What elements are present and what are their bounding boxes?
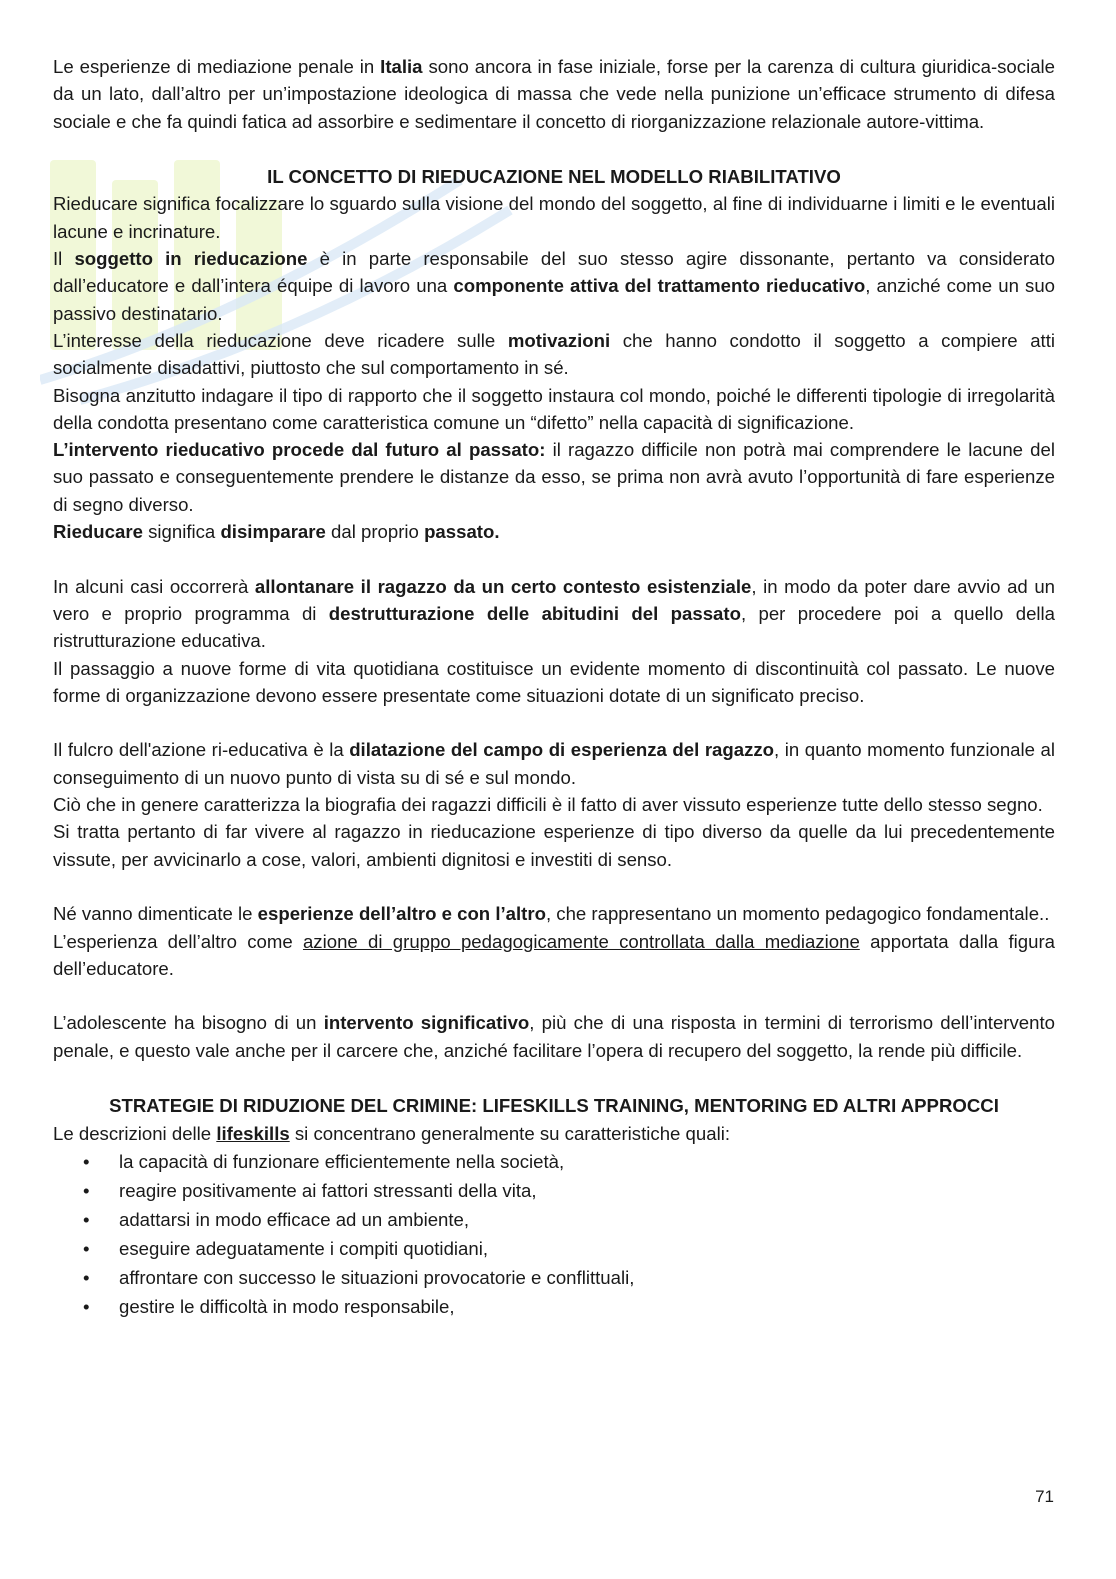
paragraph: Si tratta pertanto di far vivere al ragazzo in rieducazione esperienze di tipo diverso da quelle da lui precedentemente vissute, per avvicinarlo a cose, valori, ambienti dignitosi e investiti di senso. [53, 821, 1055, 870]
intro-paragraph: Le esperienze di mediazione penale in Italia sono ancora in fase iniziale, forse per la carenza di cultura giuridica-sociale da un lato, dall’altro per un’impostazione ideologica di massa che vede nella punizione un’efficace strumento di difesa sociale e che fa quindi fatica ad assorbire e sedimentare il concetto di riorganizzazione relazionale autore-vittima. [53, 56, 1056, 132]
list-item: • la capacità di funzionare efficientemente nella società, [53, 1147, 1055, 1176]
document-page [53, 53, 1055, 1321]
paragraph: L’intervento rieducativo procede dal futuro al passato: il ragazzo difficile non potrà mai comprendere le lacune del suo passato e conseguentemente prendere le distanze da esso, se prima non avrà avuto l’opportunità di fare esperienze di segno diverso. [53, 439, 1055, 515]
paragraph: Rieducare significa disimparare dal proprio passato. [53, 521, 500, 543]
list-item: • affrontare con successo le situazioni provocatorie e conflittuali, [53, 1263, 1055, 1292]
list-item: • reagire positivamente ai fattori stressanti della vita, [53, 1176, 1055, 1205]
bullet-icon: • [83, 1295, 90, 1317]
list-item: • gestire le difficoltà in modo responsabile, [53, 1292, 1055, 1321]
section-title-rieducazione: IL CONCETTO DI RIEDUCAZIONE NEL MODELLO RIABILITATIVO [267, 166, 841, 188]
paragraph: Rieducare significa focalizzare lo sguardo sulla visione del mondo del soggetto, al fine di individuarne i limiti e le eventuali lacune e incrinature. [53, 193, 1055, 242]
paragraph: Le descrizioni delle lifeskills si concentrano generalmente su caratteristiche quali: [53, 1122, 730, 1144]
paragraph: Il soggetto in rieducazione è in parte responsabile del suo stesso agire dissonante, pertanto va considerato dall’educatore e dall’intera équipe di lavoro una componente attiva del trattamento rieducativo, anziché come un suo passivo destinatario. [53, 248, 1056, 324]
bullet-icon: • [83, 1266, 90, 1288]
list-item: • eseguire adeguatamente i compiti quotidiani, [53, 1234, 1055, 1263]
paragraph: Bisogna anzitutto indagare il tipo di rapporto che il soggetto instaura col mondo, poiché le differenti tipologie di irregolarità della condotta presentano come caratteristica comune un “difetto” nella capacità di significazione. [53, 384, 1055, 433]
paragraph: Il passaggio a nuove forme di vita quotidiana costituisce un evidente momento di discontinuità col passato. Le nuove forme di organizzazione devono essere presentate come situazioni dotate di un significato preciso. [53, 657, 1055, 706]
paragraph: Il fulcro dell'azione ri-educativa è la dilatazione del campo di esperienza del ragazzo, in quanto momento funzionale al conseguimento di un nuovo punto di vista su di sé e sul mondo. [53, 739, 1055, 788]
paragraph: Ciò che in genere caratterizza la biografia dei ragazzi difficili è il fatto di aver vissuto esperienze tutte dello stesso segno. [53, 794, 1043, 816]
paragraph: L’esperienza dell’altro come azione di gruppo pedagogicamente controllata dalla mediazione apportata dalla figura dell’educatore. [53, 930, 1055, 979]
bullet-icon: • [83, 1150, 90, 1172]
bullet-icon: • [83, 1208, 90, 1230]
list-item: • adattarsi in modo efficace ad un ambiente, [53, 1205, 1055, 1234]
section-title-strategie: STRATEGIE DI RIDUZIONE DEL CRIMINE: LIFESKILLS TRAINING, MENTORING ED ALTRI APPROCCI [109, 1095, 999, 1117]
paragraph: In alcuni casi occorrerà allontanare il ragazzo da un certo contesto esistenziale, in modo da poter dare avvio ad un vero e proprio programma di destrutturazione delle abitudini del passato, per procedere poi a quello della ristrutturazione educativa. [53, 575, 1056, 652]
bullet-icon: • [83, 1179, 90, 1201]
paragraph: Né vanno dimenticate le esperienze dell’altro e con l’altro, che rappresentano un momento pedagogico fondamentale.. [53, 903, 1050, 925]
lifeskills-list [53, 1147, 1055, 1321]
bullet-icon: • [83, 1237, 90, 1259]
page-number: 71 [1035, 1487, 1054, 1506]
paragraph: L’adolescente ha bisogno di un intervento significativo, più che di una risposta in termini di terrorismo dell’intervento penale, e questo vale anche per il carcere che, anziché facilitare l’opera di recupero del soggetto, la rende più difficile. [53, 1012, 1055, 1061]
paragraph: L’interesse della rieducazione deve ricadere sulle motivazioni che hanno condotto il soggetto a compiere atti socialmente disadattivi, piuttosto che sul comportamento in sé. [53, 329, 1056, 379]
